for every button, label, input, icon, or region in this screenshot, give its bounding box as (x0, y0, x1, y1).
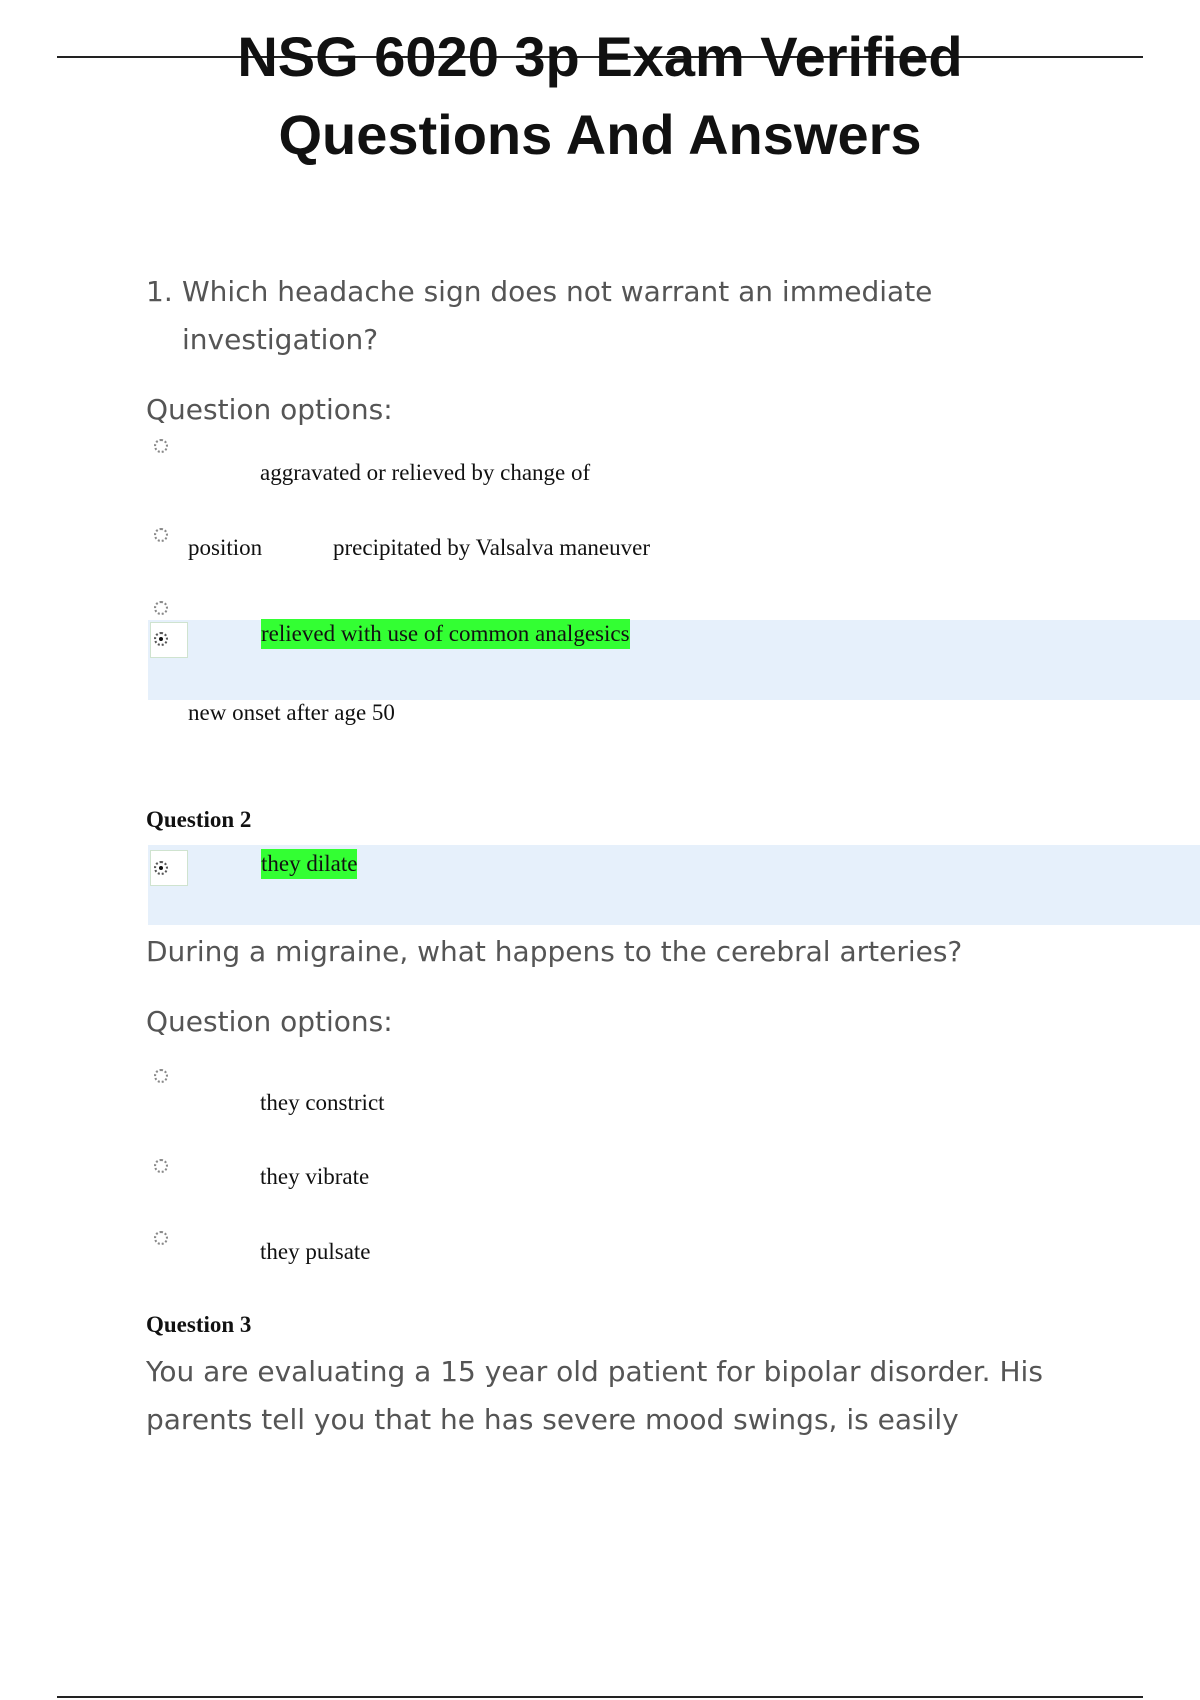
q2-selected-radio[interactable] (154, 861, 168, 875)
q1-option-radio-1[interactable] (154, 439, 168, 453)
question-2-prompt: During a migraine, what happens to the cerebral arteries? (146, 935, 963, 968)
bottom-rule (57, 1696, 1143, 1698)
q1-option-1: aggravated or relieved by change of (260, 460, 591, 485)
title-line-1: NSG 6020 3p Exam Verified (237, 25, 963, 88)
document-title (0, 18, 1200, 174)
question-2-heading: Question 2 (146, 807, 252, 832)
question-3-line-2: parents tell you that he has severe mood swings, is easily (146, 1403, 959, 1436)
q1-option-1-continued: position (188, 535, 263, 560)
q2-option-radio-2[interactable] (154, 1159, 168, 1173)
title-line-2: Questions And Answers (278, 103, 922, 166)
question-1-options-label: Question options: (146, 393, 393, 426)
q2-option-radio-1[interactable] (154, 1069, 168, 1083)
q2-option-3: they pulsate (260, 1239, 371, 1264)
q1-selected-answer: relieved with use of common analgesics (261, 619, 630, 649)
question-1-number: 1. (146, 275, 173, 308)
question-2-options-label: Question options: (146, 1005, 393, 1038)
q1-option-radio-2[interactable] (154, 528, 168, 542)
q1-option-radio-3[interactable] (154, 601, 168, 615)
question-1-text (146, 268, 1046, 364)
question-3-prompt (146, 1348, 1146, 1444)
question-1-prompt: Which headache sign does not warrant an immediate investigation? (182, 275, 933, 356)
q2-selected-answer: they dilate (261, 849, 357, 879)
q1-option-4: new onset after age 50 (188, 700, 395, 725)
q2-option-radio-3[interactable] (154, 1231, 168, 1245)
q2-option-1: they constrict (260, 1090, 385, 1115)
q1-option-2: precipitated by Valsalva maneuver (333, 535, 650, 560)
q1-selected-radio[interactable] (154, 632, 168, 646)
question-3-heading: Question 3 (146, 1312, 252, 1337)
q2-option-2: they vibrate (260, 1164, 370, 1189)
question-3-line-1: You are evaluating a 15 year old patient for bipolar disorder. His (146, 1355, 1043, 1388)
